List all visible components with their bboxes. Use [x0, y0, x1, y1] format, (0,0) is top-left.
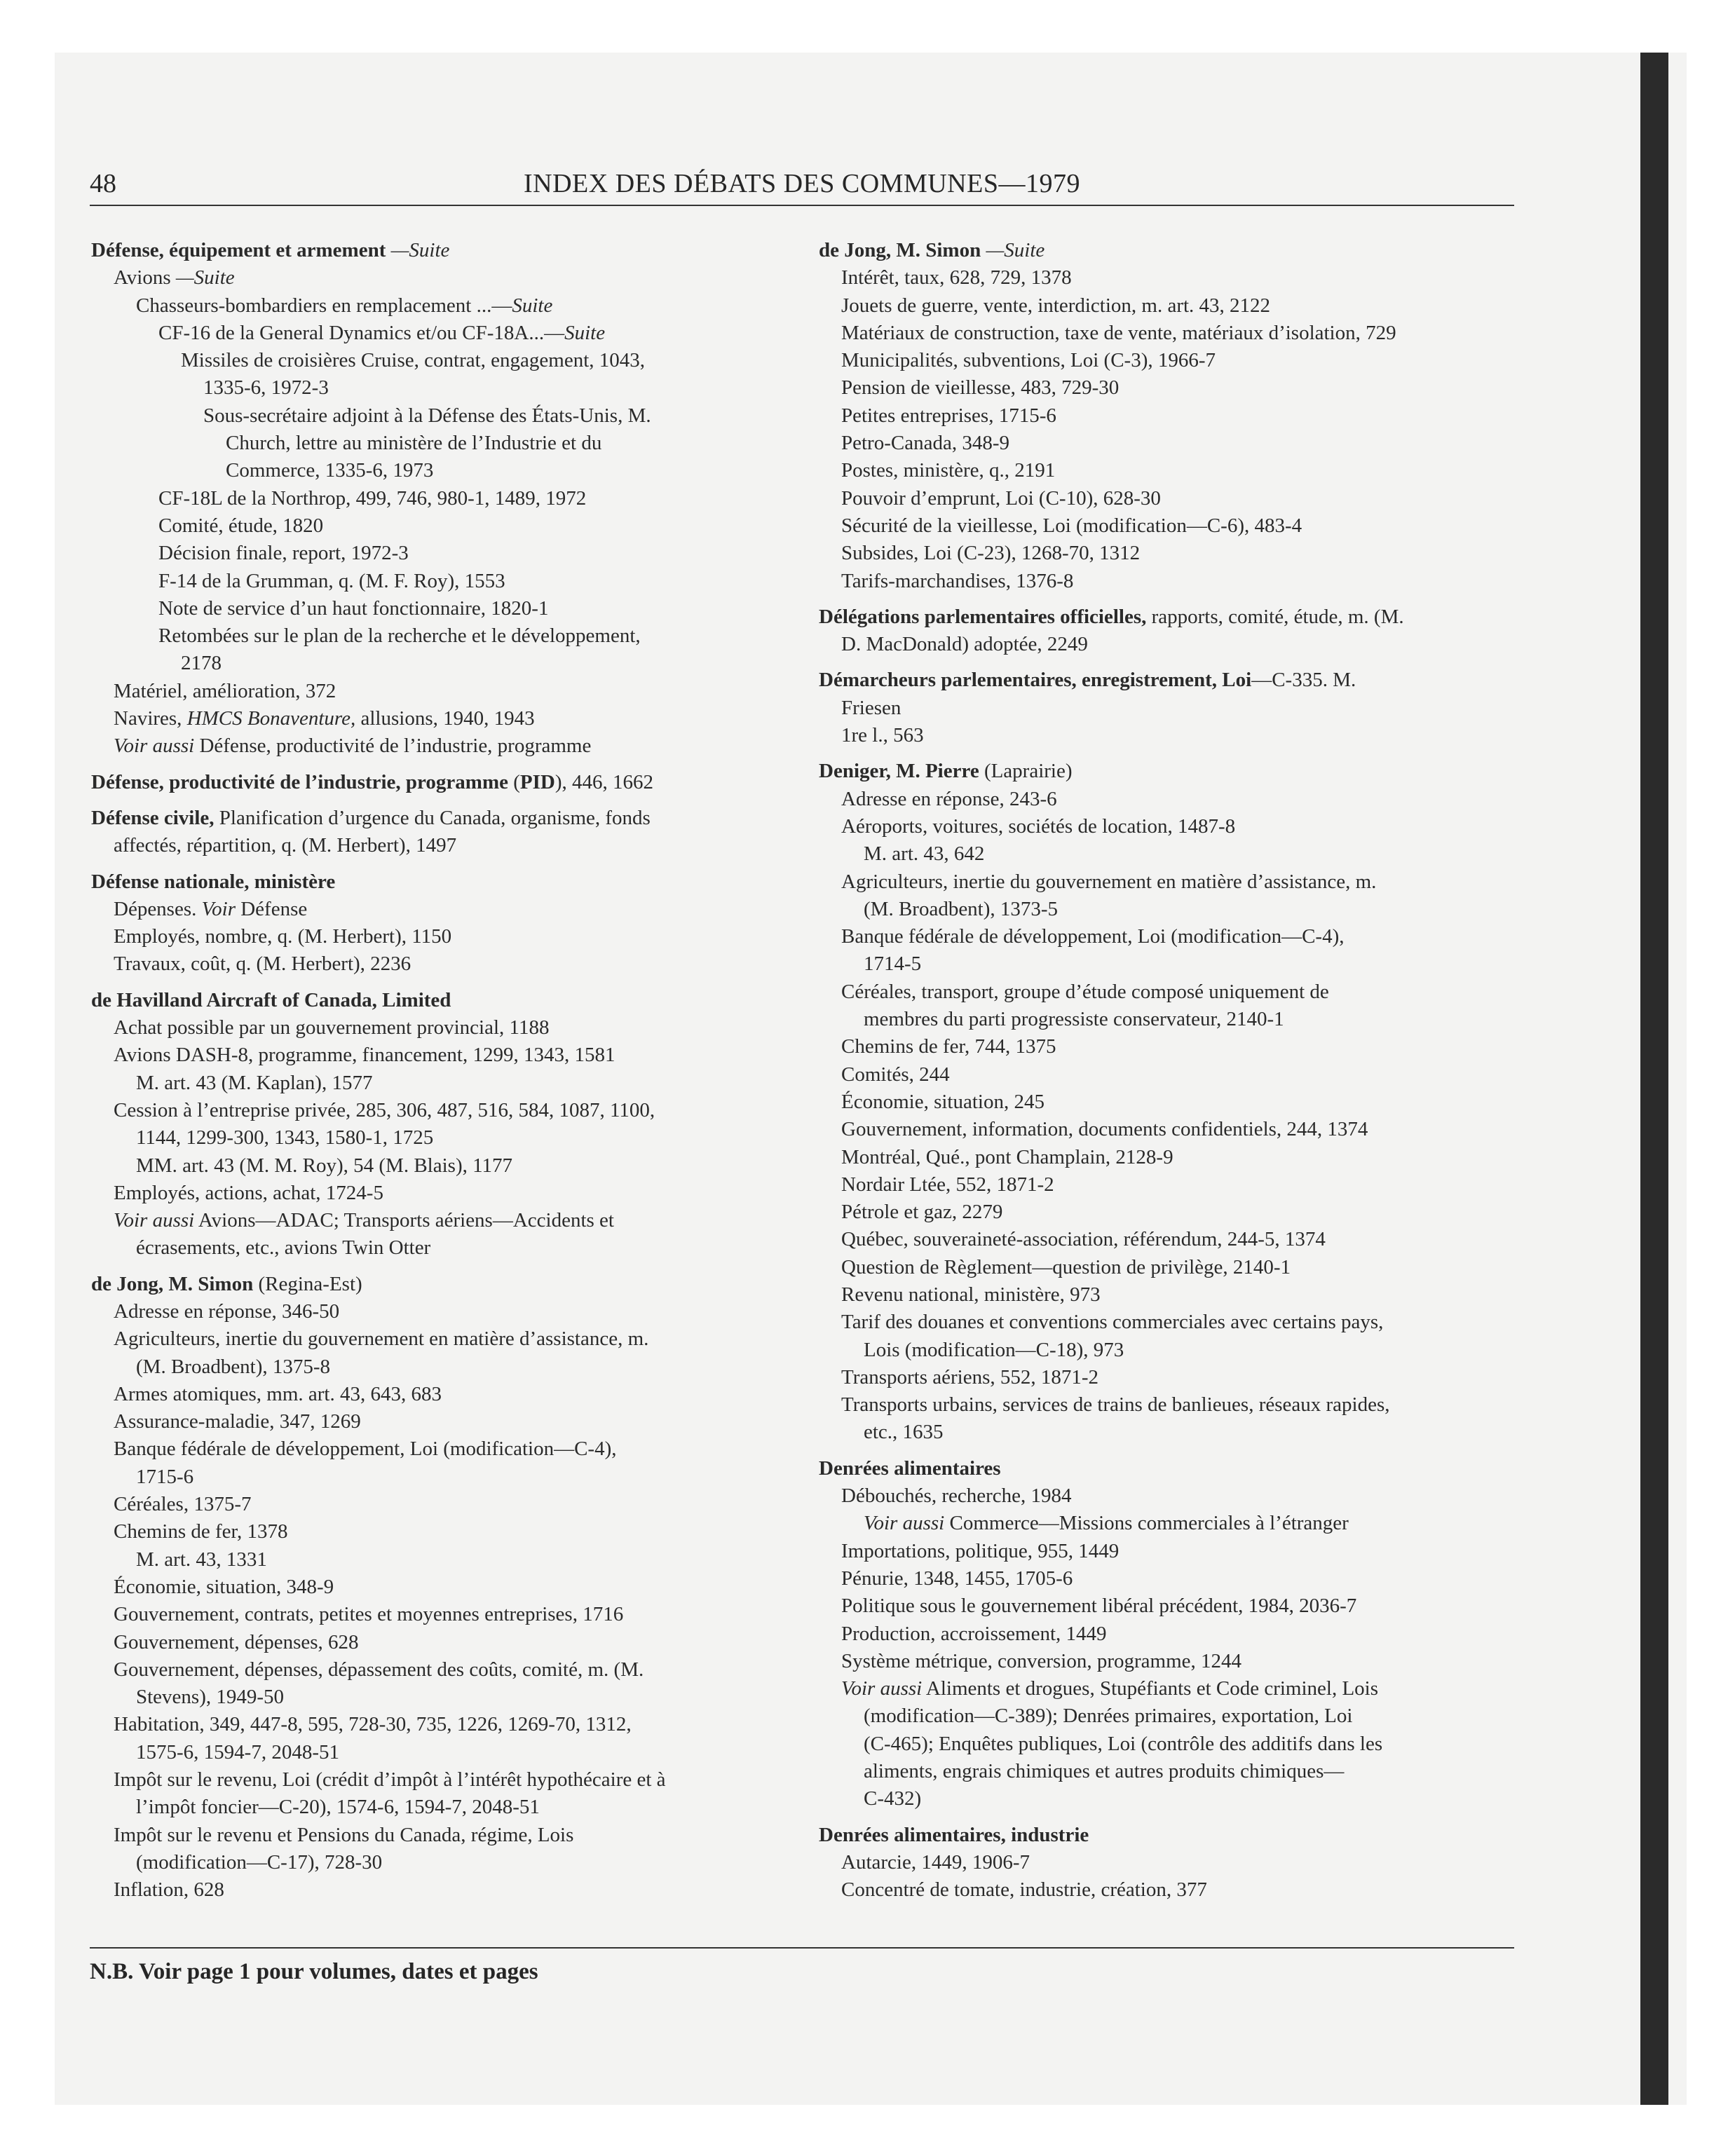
- italic-reference: —Suite: [175, 266, 235, 289]
- entry-subline: [819, 1510, 1513, 1537]
- entry-text: Comité, étude, 1820: [158, 514, 324, 537]
- entry-text: Employés, nombre, q. (M. Herbert), 1150: [114, 925, 452, 948]
- entry-text: Commerce, 1335-6, 1973: [226, 459, 434, 482]
- entry-heading: Délégations parlementaires officielles,: [819, 605, 1147, 628]
- entry-subline: [91, 1574, 792, 1601]
- entry-subline: [91, 1435, 792, 1463]
- entry-text: Politique sous le gouvernement libéral précédent, 1984, 2036-7: [841, 1595, 1357, 1618]
- italic-reference: Voir aussi: [841, 1677, 923, 1700]
- entry-text: Banque fédérale de développement, Loi (modification—C-4),: [114, 1438, 617, 1461]
- entry-subline: [91, 1766, 792, 1794]
- entry-subline: [819, 402, 1513, 430]
- entry-text: Matériel, amélioration, 372: [114, 679, 336, 702]
- entry-subline: [819, 485, 1513, 512]
- index-column-left: [91, 237, 792, 1913]
- index-entry: [91, 1271, 792, 1904]
- entry-subline: [91, 1381, 792, 1408]
- entry-subline: [819, 868, 1513, 896]
- entry-subline: [819, 1006, 1513, 1033]
- entry-text: Céréales, 1375-7: [114, 1493, 252, 1516]
- entry-text: affectés, répartition, q. (M. Herbert), 1497: [114, 834, 457, 857]
- entry-text: Travaux, coût, q. (M. Herbert), 2236: [114, 953, 411, 976]
- entry-text: Achat possible par un gouvernement provincial, 1188: [114, 1016, 550, 1039]
- entry-heading-line: [819, 1822, 1513, 1849]
- entry-text: F-14 de la Grumman, q. (M. F. Roy), 1553: [158, 569, 505, 592]
- entry-subline: [819, 1621, 1513, 1648]
- entry-subline: [91, 832, 792, 859]
- entry-text: Comités, 244: [841, 1063, 950, 1086]
- italic-reference: Suite: [512, 294, 553, 317]
- entry-subline: [819, 568, 1513, 595]
- entry-text: Gouvernement, dépenses, dépassement des coûts, comité, m. (M.: [114, 1658, 644, 1681]
- entry-text: Concentré de tomate, industrie, création, 377: [841, 1878, 1207, 1902]
- entry-text: CF-18L de la Northrop, 499, 746, 980-1, 1489, 1972: [158, 486, 587, 510]
- entry-subline: [819, 1849, 1513, 1876]
- entry-text: Impôt sur le revenu et Pensions du Canada, régime, Lois: [114, 1823, 574, 1846]
- entry-heading-line: [91, 769, 792, 796]
- entry-subline: [819, 1538, 1513, 1565]
- index-entry: [819, 1455, 1513, 1813]
- index-entry: [819, 667, 1513, 749]
- entry-heading-line: [91, 1271, 792, 1298]
- entry-subline: [819, 1648, 1513, 1675]
- entry-subline: [819, 786, 1513, 813]
- entry-subline: [819, 1482, 1513, 1510]
- entry-subline: [91, 950, 792, 978]
- entry-text: Jouets de guerre, vente, interdiction, m. art. 43, 2122: [841, 294, 1271, 317]
- entry-subline: [91, 1042, 792, 1069]
- entry-text: Défense, productivité de l’industrie, programme: [194, 735, 592, 758]
- entry-text: Économie, situation, 245: [841, 1090, 1045, 1113]
- entry-text: Transports urbains, services de trains de banlieues, réseaux rapides,: [841, 1393, 1390, 1417]
- entry-subline: [91, 1739, 792, 1766]
- entry-heading-line: [91, 987, 792, 1014]
- entry-heading-line: [91, 868, 792, 896]
- entry-subline: [91, 292, 792, 320]
- entry-subline: [91, 1234, 792, 1262]
- entry-subline: [819, 1199, 1513, 1226]
- entry-text: Chemins de fer, 744, 1375: [841, 1035, 1056, 1058]
- entry-text: Sécurité de la vieillesse, Loi (modification—C-6), 483-4: [841, 514, 1302, 537]
- entry-text: Petro-Canada, 348-9: [841, 432, 1009, 455]
- entry-text: Production, accroissement, 1449: [841, 1622, 1107, 1645]
- entry-subline: [819, 840, 1513, 868]
- entry-text: 1715-6: [136, 1465, 194, 1488]
- entry-subline: [819, 292, 1513, 320]
- entry-heading: Démarcheurs parlementaires, enregistrement, Loi: [819, 669, 1252, 692]
- entry-subline: [91, 1353, 792, 1381]
- italic-reference: HMCS Bonaventure,: [186, 707, 356, 730]
- entry-text: Autarcie, 1449, 1906-7: [841, 1850, 1030, 1874]
- running-header: [90, 163, 1514, 206]
- entry-subline: [819, 1675, 1513, 1703]
- entry-subline: [819, 347, 1513, 374]
- entry-subline: [819, 1171, 1513, 1199]
- index-entry: [819, 758, 1513, 1446]
- entry-heading: Défense, productivité de l’industrie, programme: [91, 770, 508, 793]
- entry-text: (modification—C-389); Denrées primaires, exportation, Loi: [864, 1705, 1353, 1728]
- entry-text: 1335-6, 1972-3: [203, 376, 329, 400]
- entry-subline: [819, 1281, 1513, 1309]
- entry-text: Nordair Ltée, 552, 1871-2: [841, 1173, 1054, 1196]
- entry-text: Banque fédérale de développement, Loi (modification—C-4),: [841, 925, 1345, 948]
- entry-heading: Deniger, M. Pierre: [819, 760, 979, 783]
- entry-subline: [819, 374, 1513, 402]
- entry-subline: [91, 1876, 792, 1904]
- entry-text: MM. art. 43 (M. M. Roy), 54 (M. Blais), 1177: [136, 1154, 513, 1177]
- entry-subline: [91, 1207, 792, 1234]
- italic-reference: Voir aussi: [114, 1209, 195, 1232]
- entry-subline: [91, 1097, 792, 1124]
- entry-subline: [91, 896, 792, 923]
- entry-subline: [91, 485, 792, 512]
- entry-text: M. art. 43, 642: [864, 842, 985, 866]
- entry-text: Défense: [235, 897, 308, 920]
- entry-text: Importations, politique, 955, 1449: [841, 1539, 1120, 1562]
- entry-text: Subsides, Loi (C-23), 1268-70, 1312: [841, 542, 1141, 565]
- entry-text: Lois (modification—C-18), 973: [864, 1338, 1124, 1361]
- entry-subline: [819, 512, 1513, 540]
- entry-subline: [91, 1629, 792, 1656]
- entry-subline: [91, 1464, 792, 1491]
- entry-text: Navires,: [114, 707, 187, 730]
- entry-text: Revenu national, ministère, 973: [841, 1283, 1101, 1306]
- entry-heading: de Jong, M. Simon: [819, 239, 981, 261]
- entry-text: Inflation, 628: [114, 1878, 224, 1902]
- entry-text: Retombées sur le plan de la recherche et le développement,: [158, 625, 641, 648]
- entry-subline: [819, 1144, 1513, 1171]
- entry-subline: [819, 978, 1513, 1006]
- entry-subline: [819, 1703, 1513, 1730]
- entry-subline: [819, 1731, 1513, 1758]
- entry-heading: Défense civile,: [91, 806, 215, 829]
- entry-heading-line: [91, 237, 792, 264]
- entry-heading: de Jong, M. Simon: [91, 1272, 254, 1295]
- entry-text: Tarifs-marchandises, 1376-8: [841, 569, 1074, 592]
- entry-subline: [91, 595, 792, 622]
- entry-subline: [91, 430, 792, 457]
- entry-text: Gouvernement, dépenses, 628: [114, 1630, 359, 1653]
- entry-subline: [91, 568, 792, 595]
- entry-subline: [819, 1089, 1513, 1116]
- entry-text: 1144, 1299-300, 1343, 1580-1, 1725: [136, 1126, 434, 1149]
- entry-text: Pension de vieillesse, 483, 729-30: [841, 376, 1120, 400]
- entry-subline: [819, 631, 1513, 658]
- entry-subline: [91, 1794, 792, 1821]
- entry-subline: [91, 1491, 792, 1518]
- entry-subline: [91, 1325, 792, 1353]
- index-entry: [91, 987, 792, 1262]
- index-entry: [819, 603, 1513, 659]
- entry-text: Adresse en réponse, 346-50: [114, 1299, 340, 1323]
- entry-text: Gouvernement, contrats, petites et moyennes entreprises, 1716: [114, 1603, 624, 1626]
- entry-subline: [91, 1014, 792, 1042]
- entry-subline: [819, 264, 1513, 292]
- entry-subline: [819, 722, 1513, 749]
- entry-text: Système métrique, conversion, programme, 1244: [841, 1649, 1242, 1672]
- entry-text: (Laprairie): [979, 760, 1073, 783]
- italic-reference: Voir: [201, 897, 236, 920]
- entry-subline: [91, 512, 792, 540]
- entry-subline: [819, 1116, 1513, 1143]
- entry-text: D. MacDonald) adoptée, 2249: [841, 633, 1088, 656]
- entry-text: allusions, 1940, 1943: [355, 707, 535, 730]
- index-entry: [91, 868, 792, 978]
- entry-text: (: [508, 770, 520, 793]
- entry-text: 1re l., 563: [841, 724, 924, 747]
- entry-subline: [91, 320, 792, 347]
- entry-text: Intérêt, taux, 628, 729, 1378: [841, 266, 1072, 289]
- entry-subline: [91, 264, 792, 292]
- entry-text: (Regina-Est): [253, 1272, 362, 1295]
- entry-heading-line: [819, 603, 1513, 631]
- index-entry: [91, 805, 792, 860]
- entry-subline: [91, 923, 792, 950]
- entry-subline: [819, 950, 1513, 978]
- entry-heading: Denrées alimentaires, industrie: [819, 1823, 1089, 1846]
- entry-text: —C-335. M.: [1251, 669, 1356, 692]
- entry-text: Municipalités, subventions, Loi (C-3), 1966-7: [841, 349, 1216, 372]
- italic-reference: Voir aussi: [864, 1512, 945, 1535]
- italic-reference: Voir aussi: [114, 735, 195, 758]
- entry-subline: [819, 1391, 1513, 1419]
- index-entry: [91, 237, 792, 760]
- entry-text: 1575-6, 1594-7, 2048-51: [136, 1740, 339, 1763]
- entry-text: Agriculteurs, inertie du gouvernement en matière d’assistance, m.: [114, 1328, 649, 1351]
- entry-text: Impôt sur le revenu, Loi (crédit d’impôt à l’intérêt hypothécaire et à: [114, 1768, 666, 1792]
- entry-subline: [819, 1254, 1513, 1281]
- entry-subline: [91, 1124, 792, 1152]
- entry-text: Question de Règlement—question de privilège, 2140-1: [841, 1255, 1291, 1278]
- entry-text: Avions DASH-8, programme, financement, 1299, 1343, 1581: [114, 1044, 615, 1067]
- entry-subline: [819, 896, 1513, 923]
- entry-subline: [91, 1152, 792, 1180]
- entry-subline: [91, 622, 792, 650]
- entry-text: Stevens), 1949-50: [136, 1686, 285, 1709]
- entry-subline: [819, 1876, 1513, 1904]
- index-entry: [819, 1822, 1513, 1904]
- index-entry: [91, 769, 792, 796]
- italic-reference: —Suite: [386, 239, 450, 261]
- entry-subline: [819, 1226, 1513, 1253]
- footer-rule: [90, 1947, 1514, 1949]
- entry-text: Avions—ADAC; Transports aériens—Accidents et: [194, 1209, 614, 1232]
- entry-subline: [91, 1408, 792, 1435]
- entry-text: Céréales, transport, groupe d’étude composé uniquement de: [841, 980, 1329, 1003]
- entry-subline: [819, 1785, 1513, 1813]
- entry-text: Montréal, Qué., pont Champlain, 2128-9: [841, 1145, 1173, 1168]
- entry-text: Chasseurs-bombardiers en remplacement ...—: [136, 294, 512, 317]
- entry-subline: [91, 540, 792, 567]
- entry-heading: PID: [519, 770, 555, 793]
- entry-text: Aliments et drogues, Stupéfiants et Code criminel, Lois: [922, 1677, 1379, 1700]
- entry-subline: [91, 1546, 792, 1574]
- entry-text: rapports, comité, étude, m. (M.: [1146, 605, 1404, 628]
- entry-text: Économie, situation, 348-9: [114, 1575, 334, 1598]
- entry-subline: [91, 402, 792, 430]
- entry-text: (C-465); Enquêtes publiques, Loi (contrôle des additifs dans les: [864, 1732, 1383, 1755]
- entry-subline: [91, 1656, 792, 1684]
- entry-subline: [91, 1070, 792, 1097]
- running-title: INDEX DES DÉBATS DES COMMUNES—1979: [524, 169, 1080, 198]
- entry-subline: [819, 1419, 1513, 1446]
- entry-text: 1714-5: [864, 953, 922, 976]
- entry-text: Pétrole et gaz, 2279: [841, 1201, 1003, 1224]
- entry-text: Note de service d’un haut fonctionnaire, 1820-1: [158, 596, 549, 620]
- entry-subline: [819, 1364, 1513, 1391]
- entry-subline: [91, 1711, 792, 1738]
- entry-text: Québec, souveraineté-association, référendum, 244-5, 1374: [841, 1228, 1326, 1251]
- entry-subline: [91, 1518, 792, 1546]
- entry-heading: Défense nationale, ministère: [91, 870, 336, 893]
- scan-border-edge: [1640, 53, 1668, 2105]
- entry-subline: [91, 1849, 792, 1876]
- entry-heading-line: [819, 1455, 1513, 1482]
- entry-text: Commerce—Missions commerciales à l’étranger: [944, 1512, 1349, 1535]
- entry-text: membres du parti progressiste conservateur, 2140-1: [864, 1008, 1284, 1031]
- entry-text: Cession à l’entreprise privée, 285, 306, 487, 516, 584, 1087, 1100,: [114, 1098, 655, 1121]
- entry-subline: [91, 347, 792, 374]
- entry-text: Pénurie, 1348, 1455, 1705-6: [841, 1567, 1073, 1590]
- entry-text: (modification—C-17), 728-30: [136, 1850, 383, 1874]
- entry-text: Employés, actions, achat, 1724-5: [114, 1181, 383, 1204]
- entry-subline: [91, 1684, 792, 1711]
- entry-text: ), 446, 1662: [554, 770, 654, 793]
- entry-text: Transports aériens, 552, 1871-2: [841, 1365, 1099, 1389]
- entry-subline: [819, 540, 1513, 567]
- entry-subline: [91, 732, 792, 760]
- entry-text: Missiles de croisières Cruise, contrat, engagement, 1043,: [181, 349, 646, 372]
- entry-subline: [91, 457, 792, 484]
- footer-note: N.B. Voir page 1 pour volumes, dates et pages: [90, 1959, 538, 1984]
- entry-subline: [91, 374, 792, 402]
- entry-text: aliments, engrais chimiques et autres produits chimiques—: [864, 1760, 1345, 1783]
- entry-subline: [819, 1565, 1513, 1592]
- entry-text: M. art. 43, 1331: [136, 1548, 267, 1571]
- entry-text: l’impôt foncier—C-20), 1574-6, 1594-7, 2048-51: [136, 1796, 540, 1819]
- entry-subline: [91, 1180, 792, 1207]
- entry-subline: [91, 1822, 792, 1849]
- entry-text: Tarif des douanes et conventions commerciales avec certains pays,: [841, 1311, 1384, 1334]
- entry-text: (M. Broadbent), 1373-5: [864, 897, 1059, 920]
- entry-heading-line: [819, 237, 1513, 264]
- entry-subline: [819, 1061, 1513, 1089]
- entry-subline: [91, 1298, 792, 1325]
- entry-subline: [819, 457, 1513, 484]
- entry-text: Avions: [114, 266, 176, 289]
- entry-text: Postes, ministère, q., 2191: [841, 459, 1056, 482]
- entry-text: Assurance-maladie, 347, 1269: [114, 1410, 361, 1433]
- entry-subline: [819, 1033, 1513, 1060]
- entry-heading-line: [91, 805, 792, 832]
- page-number: 48: [90, 169, 116, 198]
- entry-text: Pouvoir d’emprunt, Loi (C-10), 628-30: [841, 486, 1161, 510]
- entry-text: Habitation, 349, 447-8, 595, 728-30, 735, 1226, 1269-70, 1312,: [114, 1713, 632, 1736]
- entry-text: Armes atomiques, mm. art. 43, 643, 683: [114, 1382, 442, 1405]
- index-column-right: [819, 237, 1513, 1913]
- entry-heading: Denrées alimentaires: [819, 1456, 1001, 1480]
- entry-text: Planification d’urgence du Canada, organisme, fonds: [214, 806, 651, 829]
- entry-subline: [819, 430, 1513, 457]
- index-entry: [819, 237, 1513, 595]
- entry-text: Décision finale, report, 1972-3: [158, 542, 409, 565]
- entry-heading-line: [819, 667, 1513, 694]
- entry-heading-line: [819, 758, 1513, 785]
- entry-text: CF-16 de la General Dynamics et/ou CF-18A...—: [158, 321, 565, 344]
- entry-subline: [819, 1758, 1513, 1785]
- entry-subline: [819, 813, 1513, 840]
- entry-heading: Défense, équipement et armement: [91, 239, 386, 261]
- entry-heading: de Havilland Aircraft of Canada, Limited: [91, 988, 451, 1011]
- entry-subline: [819, 1337, 1513, 1364]
- entry-subline: [91, 650, 792, 677]
- entry-text: Church, lettre au ministère de l’Industrie et du: [226, 432, 602, 455]
- entry-text: C-432): [864, 1787, 922, 1810]
- entry-subline: [91, 1601, 792, 1628]
- entry-subline: [819, 1592, 1513, 1620]
- entry-text: Gouvernement, information, documents confidentiels, 244, 1374: [841, 1118, 1368, 1141]
- entry-subline: [91, 705, 792, 732]
- italic-reference: Suite: [564, 321, 606, 344]
- entry-text: M. art. 43 (M. Kaplan), 1577: [136, 1071, 373, 1094]
- entry-text: Débouchés, recherche, 1984: [841, 1485, 1072, 1508]
- entry-text: Petites entreprises, 1715-6: [841, 404, 1056, 427]
- entry-text: écrasements, etc., avions Twin Otter: [136, 1236, 431, 1260]
- entry-text: Chemins de fer, 1378: [114, 1520, 288, 1543]
- entry-text: Sous-secrétaire adjoint à la Défense des États-Unis, M.: [203, 404, 651, 427]
- entry-text: (M. Broadbent), 1375-8: [136, 1355, 331, 1378]
- entry-subline: [819, 1309, 1513, 1336]
- entry-text: Matériaux de construction, taxe de vente, matériaux d’isolation, 729: [841, 321, 1396, 344]
- entry-subline: [819, 695, 1513, 722]
- entry-text: Aéroports, voitures, sociétés de location, 1487-8: [841, 814, 1236, 838]
- entry-subline: [819, 320, 1513, 347]
- entry-text: etc., 1635: [864, 1421, 944, 1444]
- entry-subline: [819, 923, 1513, 950]
- entry-text: Friesen: [841, 696, 901, 719]
- entry-text: 2178: [181, 652, 222, 675]
- entry-text: Adresse en réponse, 243-6: [841, 787, 1057, 810]
- entry-text: Dépenses.: [114, 897, 202, 920]
- italic-reference: —Suite: [981, 239, 1045, 261]
- entry-text: Agriculteurs, inertie du gouvernement en matière d’assistance, m.: [841, 870, 1377, 893]
- entry-subline: [91, 678, 792, 705]
